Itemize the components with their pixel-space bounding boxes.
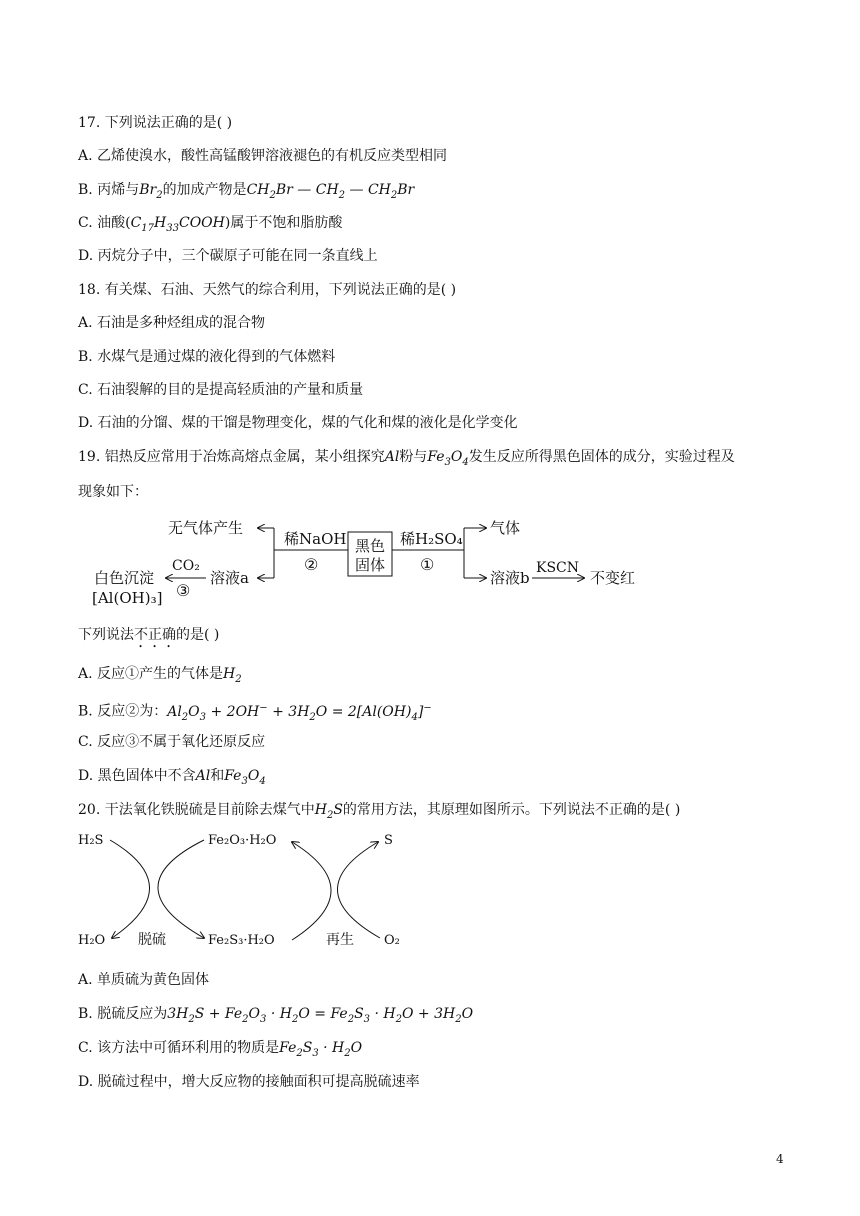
q18-option-d: D. 石油的分馏、煤的干馏是物理变化，煤的气化和煤的液化是化学变化 (78, 415, 518, 431)
page-number: 4 (776, 1152, 784, 1166)
q19-white-ppt-label: 白色沉淀 (94, 569, 155, 587)
q19-h2so4-label: 稀H₂SO₄ (400, 530, 463, 548)
q20-fe2o3-label: Fe₂O₃·H₂O (208, 833, 277, 848)
q19-solution-b-label: 溶液b (490, 569, 530, 587)
q18-option-a: A. 石油是多种烃组成的混合物 (78, 315, 266, 331)
q20-arc-o2-to-s (337, 842, 380, 938)
q20-arc-fe2s3-to-fe2o3 (292, 842, 331, 940)
q17-stem: 17. 下列说法正确的是( ) (78, 115, 233, 131)
q19-step2-label: ② (304, 555, 319, 574)
q20-fe2s3-label: Fe₂S₃·H₂O (208, 933, 275, 948)
q19-step3-label: ③ (176, 581, 191, 600)
q20-arc-h2s-to-h2o (110, 840, 150, 938)
q19-flow-diagram (0, 510, 860, 620)
q19-no-gas-label: 无气体产生 (168, 519, 244, 537)
q19-no-red-label: 不变红 (590, 569, 636, 587)
q19-step1-label: ① (420, 555, 435, 574)
q19-naoh-label: 稀NaOH (284, 530, 347, 548)
q19-co2-label: CO₂ (172, 558, 200, 574)
q19-question: 下列说法不正确的是( ) (78, 627, 220, 643)
q19-option-b: B. 反应②为：$Al_2O_3 + 2OH^- + 3H_2O = 2[Al(OH)_4]^-$ (78, 702, 432, 723)
q20-option-d: D. 脱硫过程中，增大反应物的接触面积可提高脱硫速率 (78, 1074, 420, 1090)
q17-option-a: A. 乙烯使溴水，酸性高锰酸钾溶液褪色的有机反应类型相同 (78, 148, 448, 164)
q20-option-c: C. 该方法中可循环利用的物质是$Fe_2S_3 \cdot H_2O$ (78, 1040, 363, 1059)
q19-aloh3-label: [Al(OH)₃] (92, 589, 163, 607)
q19-black-solid-line1: 黑色 (355, 537, 386, 555)
q20-h2s-label: H₂S (78, 833, 104, 848)
q19-option-a: A. 反应①产生的气体是$H_2$ (78, 666, 242, 685)
q17-option-b: B. 丙烯与$Br_2$的加成产物是$CH_2Br$ — $CH_2$ — $CH_2Br$ (78, 182, 415, 201)
q18-option-c: C. 石油裂解的目的是提高轻质油的产量和质量 (78, 382, 364, 398)
q19-solution-a-label: 溶液a (210, 569, 249, 587)
q20-o2-label: O₂ (384, 933, 400, 948)
q20-option-b: B. 脱硫反应为$3H_2S + Fe_2O_3 \cdot H_2O = Fe_2S_3 \cdot H_2O + 3H_2O$ (78, 1006, 474, 1025)
q20-s-label: S (384, 833, 393, 848)
q17-option-c: C. 油酸$(C_{17}H_{33}COOH)$属于不饱和脂肪酸 (78, 215, 343, 234)
q20-cycle-diagram (0, 826, 860, 956)
q20-stem: 20. 干法氧化铁脱硫是目前除去煤气中$H_2S$的常用方法，其原理如图所示。下列说法不正确的是( ) (78, 802, 681, 821)
q20-h2o-label: H₂O (78, 933, 106, 948)
q20-regeneration-label: 再生 (326, 932, 354, 948)
q20-desulfurization-label: 脱硫 (138, 932, 166, 948)
q18-stem: 18. 有关煤、石油、天然气的综合利用，下列说法正确的是( ) (78, 282, 457, 298)
q19-black-solid-line2: 固体 (355, 556, 386, 574)
q18-option-b: B. 水煤气是通过煤的液化得到的气体燃料 (78, 349, 336, 365)
q20-arc-fe2o3-to-fe2s3 (158, 840, 204, 938)
q19-stem: 19. 铝热反应常用于冶炼高熔点金属，某小组探究Al粉与$Fe_3O_4$发生反应所得黑色固体的成分，实验过程及 (78, 449, 735, 468)
q20-option-a: A. 单质硫为黄色固体 (78, 972, 210, 988)
q19-option-d: D. 黑色固体中不含Al和$Fe_3O_4$ (78, 768, 266, 787)
q19-option-c: C. 反应③不属于氧化还原反应 (78, 734, 266, 750)
q17-option-d: D. 丙烷分子中，三个碳原子可能在同一条直线上 (78, 248, 378, 264)
q19-gas-label: 气体 (490, 519, 521, 537)
q19-kscn-label: KSCN (536, 560, 580, 576)
q19-stem-line2: 现象如下： (78, 484, 148, 500)
